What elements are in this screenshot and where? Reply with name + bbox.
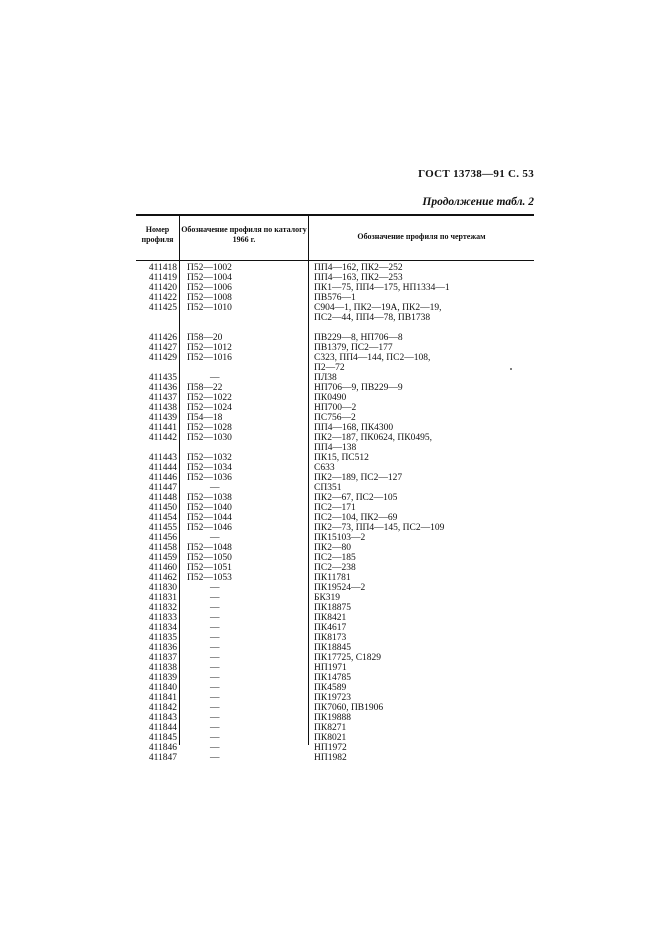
catalog-designation: П52—1040: [187, 503, 232, 513]
catalog-designation: П52—1048: [187, 543, 232, 553]
drawing-designation: ПК1—75, ПП4—175, НП1334—1: [314, 283, 450, 293]
table-row: [0, 433, 661, 443]
catalog-designation: П52—1053: [187, 573, 232, 583]
drawing-designation: ПК18845: [314, 643, 351, 653]
profile-number: 411439: [148, 413, 177, 423]
drawing-designation: ПС2—171: [314, 503, 356, 513]
table-row: [0, 723, 661, 733]
catalog-designation: П52—1004: [187, 273, 232, 283]
table-row: [0, 453, 661, 463]
table-row: [0, 273, 661, 283]
catalog-designation: П52—1030: [187, 433, 232, 443]
catalog-designation: —: [210, 583, 220, 593]
profile-number: 411831: [148, 593, 177, 603]
profile-number: 411438: [148, 403, 177, 413]
drawing-designation: БК319: [314, 593, 341, 603]
drawing-designation: ПК2—73, ПП4—145, ПС2—109: [314, 523, 445, 533]
profile-number: 411429: [148, 353, 177, 363]
catalog-designation: П52—1036: [187, 473, 232, 483]
table-row: [0, 363, 661, 373]
profile-number: 411832: [148, 603, 177, 613]
profile-number: 411844: [148, 723, 177, 733]
profile-number: 411427: [148, 343, 177, 353]
scan-speck: [510, 368, 512, 370]
table-row: [0, 733, 661, 743]
catalog-designation: —: [210, 613, 220, 623]
catalog-designation: П52—1016: [187, 353, 232, 363]
catalog-designation: П52—1046: [187, 523, 232, 533]
drawing-designation: ПК19723: [314, 693, 351, 703]
drawing-designation: ПК2—189, ПС2—127: [314, 473, 403, 483]
table-row: [0, 563, 661, 573]
table-row: [0, 683, 661, 693]
catalog-designation: —: [210, 673, 220, 683]
table-header-rule: [136, 260, 534, 261]
catalog-designation: П58—20: [187, 333, 223, 343]
profile-number: 411455: [148, 523, 177, 533]
table-row: [0, 593, 661, 603]
table-row: [0, 703, 661, 713]
drawing-designation: ПК8173: [314, 633, 347, 643]
profile-number: 411444: [148, 463, 177, 473]
table-row: [0, 603, 661, 613]
profile-number: 411443: [148, 453, 177, 463]
profile-number: 411841: [148, 693, 177, 703]
profile-number: 411456: [148, 533, 177, 543]
table-row: [0, 673, 661, 683]
profile-number: 411839: [148, 673, 177, 683]
profile-number: 411420: [148, 283, 177, 293]
profile-number: 411830: [148, 583, 177, 593]
catalog-designation: —: [210, 693, 220, 703]
catalog-designation: П54—18: [187, 413, 223, 423]
catalog-designation: —: [210, 683, 220, 693]
profile-number: 411835: [148, 633, 177, 643]
catalog-designation: П52—1006: [187, 283, 232, 293]
drawing-designation: ПК15103—2: [314, 533, 366, 543]
drawing-designation: ПС756—2: [314, 413, 356, 423]
drawing-designation: ПК2—67, ПС2—105: [314, 493, 398, 503]
catalog-designation: —: [210, 643, 220, 653]
table-row: [0, 523, 661, 533]
drawing-designation: ПК0490: [314, 393, 347, 403]
catalog-designation: —: [210, 483, 220, 493]
table-row: [0, 693, 661, 703]
table-body: [0, 263, 661, 763]
drawing-designation: П2—72: [314, 363, 345, 373]
table-row: [0, 613, 661, 623]
profile-number: 411845: [148, 733, 177, 743]
table-row: [0, 643, 661, 653]
table-row: [0, 653, 661, 663]
profile-number: 411843: [148, 713, 177, 723]
drawing-designation: ПК18875: [314, 603, 351, 613]
profile-number: 411834: [148, 623, 177, 633]
drawing-designation: НП700—2: [314, 403, 357, 413]
drawing-designation: НП706—9, ПВ229—9: [314, 383, 403, 393]
catalog-designation: —: [210, 663, 220, 673]
drawing-designation: С323, ПП4—144, ПС2—108,: [314, 353, 431, 363]
drawing-designation: ПВ1379, ПС2—177: [314, 343, 393, 353]
table-row: [0, 333, 661, 343]
table-top-rule: [136, 214, 534, 216]
table-row: [0, 713, 661, 723]
drawing-designation: ПВ576—1: [314, 293, 356, 303]
profile-number: 411437: [148, 393, 177, 403]
table-row: [0, 303, 661, 313]
drawing-designation: ПК8271: [314, 723, 347, 733]
catalog-designation: П52—1038: [187, 493, 232, 503]
drawing-designation: СП351: [314, 483, 342, 493]
table-row: [0, 753, 661, 763]
table-row: [0, 403, 661, 413]
drawing-designation: ПК19888: [314, 713, 351, 723]
catalog-designation: П52—1034: [187, 463, 232, 473]
drawing-designation: ПК17725, С1829: [314, 653, 382, 663]
table-row: [0, 493, 661, 503]
drawing-designation: ПС2—44, ПП4—78, ПВ1738: [314, 313, 431, 323]
catalog-designation: П52—1050: [187, 553, 232, 563]
profile-number: 411462: [148, 573, 177, 583]
table-row: [0, 663, 661, 673]
column-header-catalog: Обозначение профиля по каталогу 1966 г.: [181, 225, 307, 244]
page-header: ГОСТ 13738—91 С. 53: [418, 168, 534, 180]
catalog-designation: П52—1010: [187, 303, 232, 313]
catalog-designation: П52—1022: [187, 393, 232, 403]
profile-number: 411447: [148, 483, 177, 493]
profile-number: 411454: [148, 513, 177, 523]
table-row: [0, 443, 661, 453]
catalog-designation: П52—1028: [187, 423, 232, 433]
drawing-designation: ПК4617: [314, 623, 347, 633]
column-header-number: Номер профиля: [141, 225, 174, 244]
profile-number: 411418: [148, 263, 177, 273]
column-header-drawings: Обозначение профиля по чертежам: [357, 232, 486, 241]
table-row: [0, 423, 661, 433]
table-row: [0, 263, 661, 273]
profile-number: 411836: [148, 643, 177, 653]
catalog-designation: П52—1002: [187, 263, 232, 273]
table-row: [0, 533, 661, 543]
catalog-designation: —: [210, 753, 220, 763]
catalog-designation: П52—1024: [187, 403, 232, 413]
profile-number: 411442: [148, 433, 177, 443]
profile-number: 411436: [148, 383, 177, 393]
catalog-designation: —: [210, 533, 220, 543]
profile-number: 411435: [148, 373, 177, 383]
drawing-designation: НП1971: [314, 663, 347, 673]
drawing-designation: ПВ229—8, НП706—8: [314, 333, 403, 343]
profile-number: 411842: [148, 703, 177, 713]
table-row: [0, 313, 661, 323]
drawing-designation: ПК11781: [314, 573, 351, 583]
drawing-designation: С904—1, ПК2—19А, ПК2—19,: [314, 303, 442, 313]
catalog-designation: П52—1012: [187, 343, 232, 353]
table-row: [0, 633, 661, 643]
profile-number: 411426: [148, 333, 177, 343]
drawing-designation: ПС2—104, ПК2—69: [314, 513, 398, 523]
drawing-designation: ПП4—162, ПК2—252: [314, 263, 403, 273]
profile-number: 411840: [148, 683, 177, 693]
profile-number: 411838: [148, 663, 177, 673]
catalog-designation: П52—1044: [187, 513, 232, 523]
table-row: [0, 413, 661, 423]
profile-number: 411833: [148, 613, 177, 623]
table-row: [0, 503, 661, 513]
table-row: [0, 383, 661, 393]
table-row: [0, 393, 661, 403]
profile-number: 411460: [148, 563, 177, 573]
profile-number: 411448: [148, 493, 177, 503]
drawing-designation: ПК2—187, ПК0624, ПК0495,: [314, 433, 432, 443]
catalog-designation: П52—1051: [187, 563, 232, 573]
drawing-designation: ПК2—80: [314, 543, 351, 553]
profile-number: 411422: [148, 293, 177, 303]
drawing-designation: ПК8021: [314, 733, 347, 743]
table-row: [0, 623, 661, 633]
catalog-designation: —: [210, 603, 220, 613]
profile-number: 411446: [148, 473, 177, 483]
table-row: [0, 513, 661, 523]
catalog-designation: —: [210, 723, 220, 733]
drawing-designation: ПС2—185: [314, 553, 356, 563]
profile-number: 411846: [148, 743, 177, 753]
table-row: [0, 573, 661, 583]
drawing-designation: ПП4—168, ПК4300: [314, 423, 394, 433]
profile-number: 411847: [148, 753, 177, 763]
profile-number: 411450: [148, 503, 177, 513]
table-row: [0, 583, 661, 593]
table-row: [0, 743, 661, 753]
drawing-designation: НП1982: [314, 753, 347, 763]
drawing-designation: ПК7060, ПВ1906: [314, 703, 384, 713]
drawing-designation: ПЛ38: [314, 373, 337, 383]
table-row: [0, 293, 661, 303]
catalog-designation: —: [210, 713, 220, 723]
drawing-designation: ПК8421: [314, 613, 347, 623]
table-row: [0, 543, 661, 553]
catalog-designation: —: [210, 593, 220, 603]
catalog-designation: П52—1032: [187, 453, 232, 463]
drawing-designation: ПК19524—2: [314, 583, 366, 593]
table-row: [0, 483, 661, 493]
drawing-designation: ПС2—238: [314, 563, 356, 573]
table-row: [0, 353, 661, 363]
table-row: [0, 373, 661, 383]
table-row: [0, 323, 661, 333]
table-row: [0, 553, 661, 563]
drawing-designation: ПК15, ПС512: [314, 453, 369, 463]
drawing-designation: НП1972: [314, 743, 347, 753]
catalog-designation: —: [210, 703, 220, 713]
catalog-designation: П52—1008: [187, 293, 232, 303]
catalog-designation: —: [210, 733, 220, 743]
drawing-designation: ПП4—163, ПК2—253: [314, 273, 403, 283]
profile-number: 411837: [148, 653, 177, 663]
catalog-designation: —: [210, 633, 220, 643]
profile-number: 411441: [148, 423, 177, 433]
table-row: [0, 343, 661, 353]
drawing-designation: ПП4—138: [314, 443, 357, 453]
catalog-designation: —: [210, 743, 220, 753]
drawing-designation: С633: [314, 463, 335, 473]
drawing-designation: ПК14785: [314, 673, 351, 683]
catalog-designation: П58—22: [187, 383, 223, 393]
catalog-designation: —: [210, 373, 220, 383]
table-continuation-caption: Продолжение табл. 2: [422, 196, 534, 208]
profile-number: 411458: [148, 543, 177, 553]
catalog-designation: —: [210, 623, 220, 633]
table-row: [0, 283, 661, 293]
table-row: [0, 463, 661, 473]
profile-number: 411419: [148, 273, 177, 283]
table-row: [0, 473, 661, 483]
drawing-designation: ПК4589: [314, 683, 347, 693]
profile-number: 411459: [148, 553, 177, 563]
catalog-designation: —: [210, 653, 220, 663]
profile-number: 411425: [148, 303, 177, 313]
